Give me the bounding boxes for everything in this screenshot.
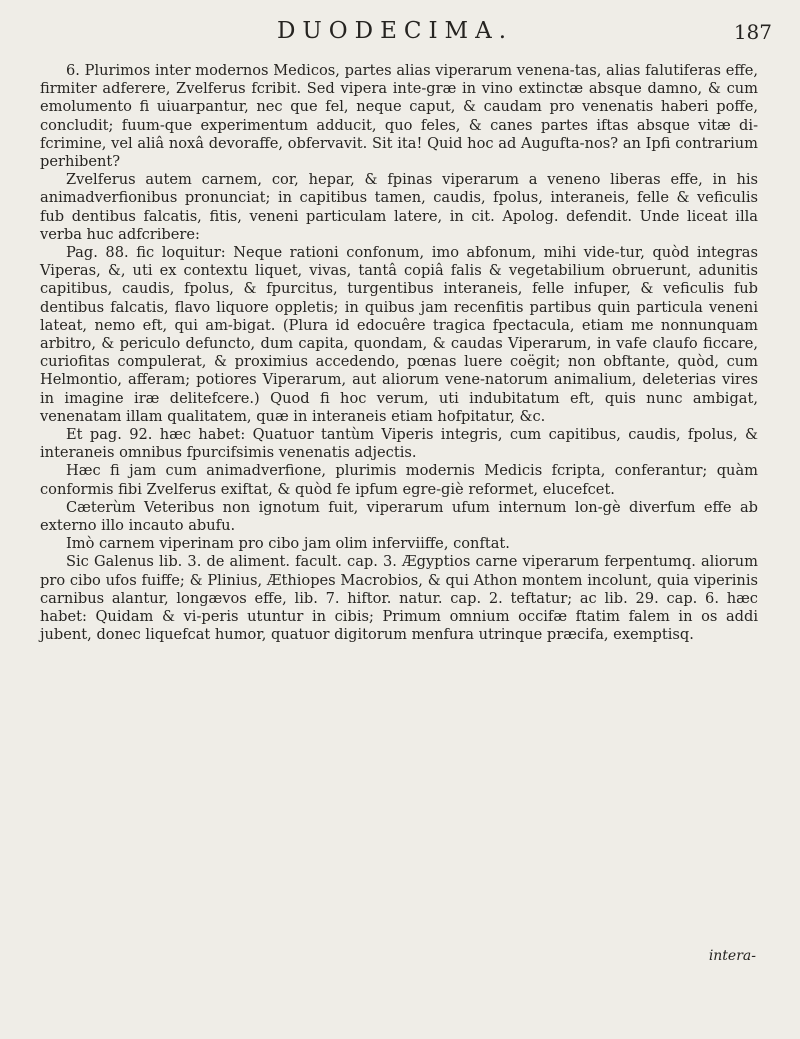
paragraph: Hæc fi jam cum animadverfione, plurimis modernis Medicis fcripta, conferantur; quàm conformis fibi Zvelferus exiftat, & quòd fe ipfum egre-giè reformet, elucefcet. [40, 462, 758, 498]
paragraph: Sic Galenus lib. 3. de aliment. facult. cap. 3. Ægyptios carne viperarum ferpentumq. aliorum pro cibo ufos fuiffe; & Plinius, Æthiopes Macrobios, & qui Athon montem incolunt, quia viperinis carnibus alantur, longævos effe, lib. 7. hiftor. natur. cap. 2. teftatur; ac lib. 29. cap. 6. hæc habet: Quidam & vi-peris utuntur in cibis; Primum omnium occifæ ftatim falem in os addi jubent, donec liquefcat humor, quatuor digitorum menfura utrinque præcifa, exemptisq. [40, 553, 758, 644]
page-number: 187 [733, 20, 772, 44]
paragraph: Imò carnem viperinam pro cibo jam olim inferviiffe, conftat. [66, 535, 510, 553]
running-title: DUODECIMA. [276, 18, 514, 44]
page-bottom-margin [0, 959, 800, 1039]
page-header [0, 16, 800, 52]
paragraph: Pag. 88. fic loquitur: Neque rationi confonum, imo abfonum, mihi vide-tur, quòd integras Viperas, &, uti ex contextu liquet, vivas, tantâ copiâ falis & vegetabilium obruerunt, adunitis capitibus, caudis, fpolus, & fpurcitus, turgentibus interaneis, felle infuper, & veficulis fub dentibus falcatis, flavo liquore oppletis; in quibus jam recenfitis partibus quin particula veneni lateat, nemo eft, qui am-bigat. (Plura id edocuêre tragica fpectacula, etiam me nonnunquam arbitro, & periculo defuncto, dum capita, quondam, & caudas Viperarum, in vafe claufo ficcare, curiofitas compulerat, & proximius accedendo, pœnas luere coëgit; non obftante, quòd, cum Helmontio, afferam; potiores Viperarum, aut aliorum vene-natorum animalium, deleterias vires in imagine iræ delitefcere.) Quod fi hoc verum, uti indubitatum eft, quis nunc ambigat, venenatam illam qualitatem, quæ in interaneis etiam hofpitatur, &c. [40, 244, 758, 425]
paragraph: Et pag. 92. hæc habet: Quatuor tantùm Viperis integris, cum capitibus, caudis, fpolus, & interaneis omnibus fpurcifsimis venenatis adjectis. [40, 426, 758, 462]
paragraph: Zvelferus autem carnem, cor, hepar, & fpinas viperarum a veneno liberas effe, in his animadverfionibus pronunciat; in capitibus tamen, caudis, fpolus, interaneis, felle & veficulis fub dentibus falcatis, fitis, veneni particulam latere, in cit. Apolog. defendit. Unde liceat illa verba huc adfcribere: [40, 171, 758, 243]
paragraph: Cæterùm Veteribus non ignotum fuit, viperarum ufum internum lon-gè diverfum effe ab externo illo incauto abufu. [40, 498, 758, 535]
catchword: intera- [708, 948, 756, 964]
body-text [40, 62, 758, 645]
paragraph: 6. Plurimos inter modernos Medicos, partes alias viperarum venena-tas, alias falutiferas effe, firmiter adferere, Zvelferus fcribit. Sed vipera inte-græ in vino extinctæ absque damno, & cum emolumento fi uiuarpantur, nec que fel, neque caput, & caudam pro venenatis haberi poffe, concludit; fuum-que experimentum adducit, quo feles, & canes partes iftas absque vitæ di-fcrimine, vel aliâ noxâ devoraffe, obfervavit. Sit ita! Quid hoc ad Augufta-nos? an Ipfi contrarium perhibent? [40, 62, 758, 171]
